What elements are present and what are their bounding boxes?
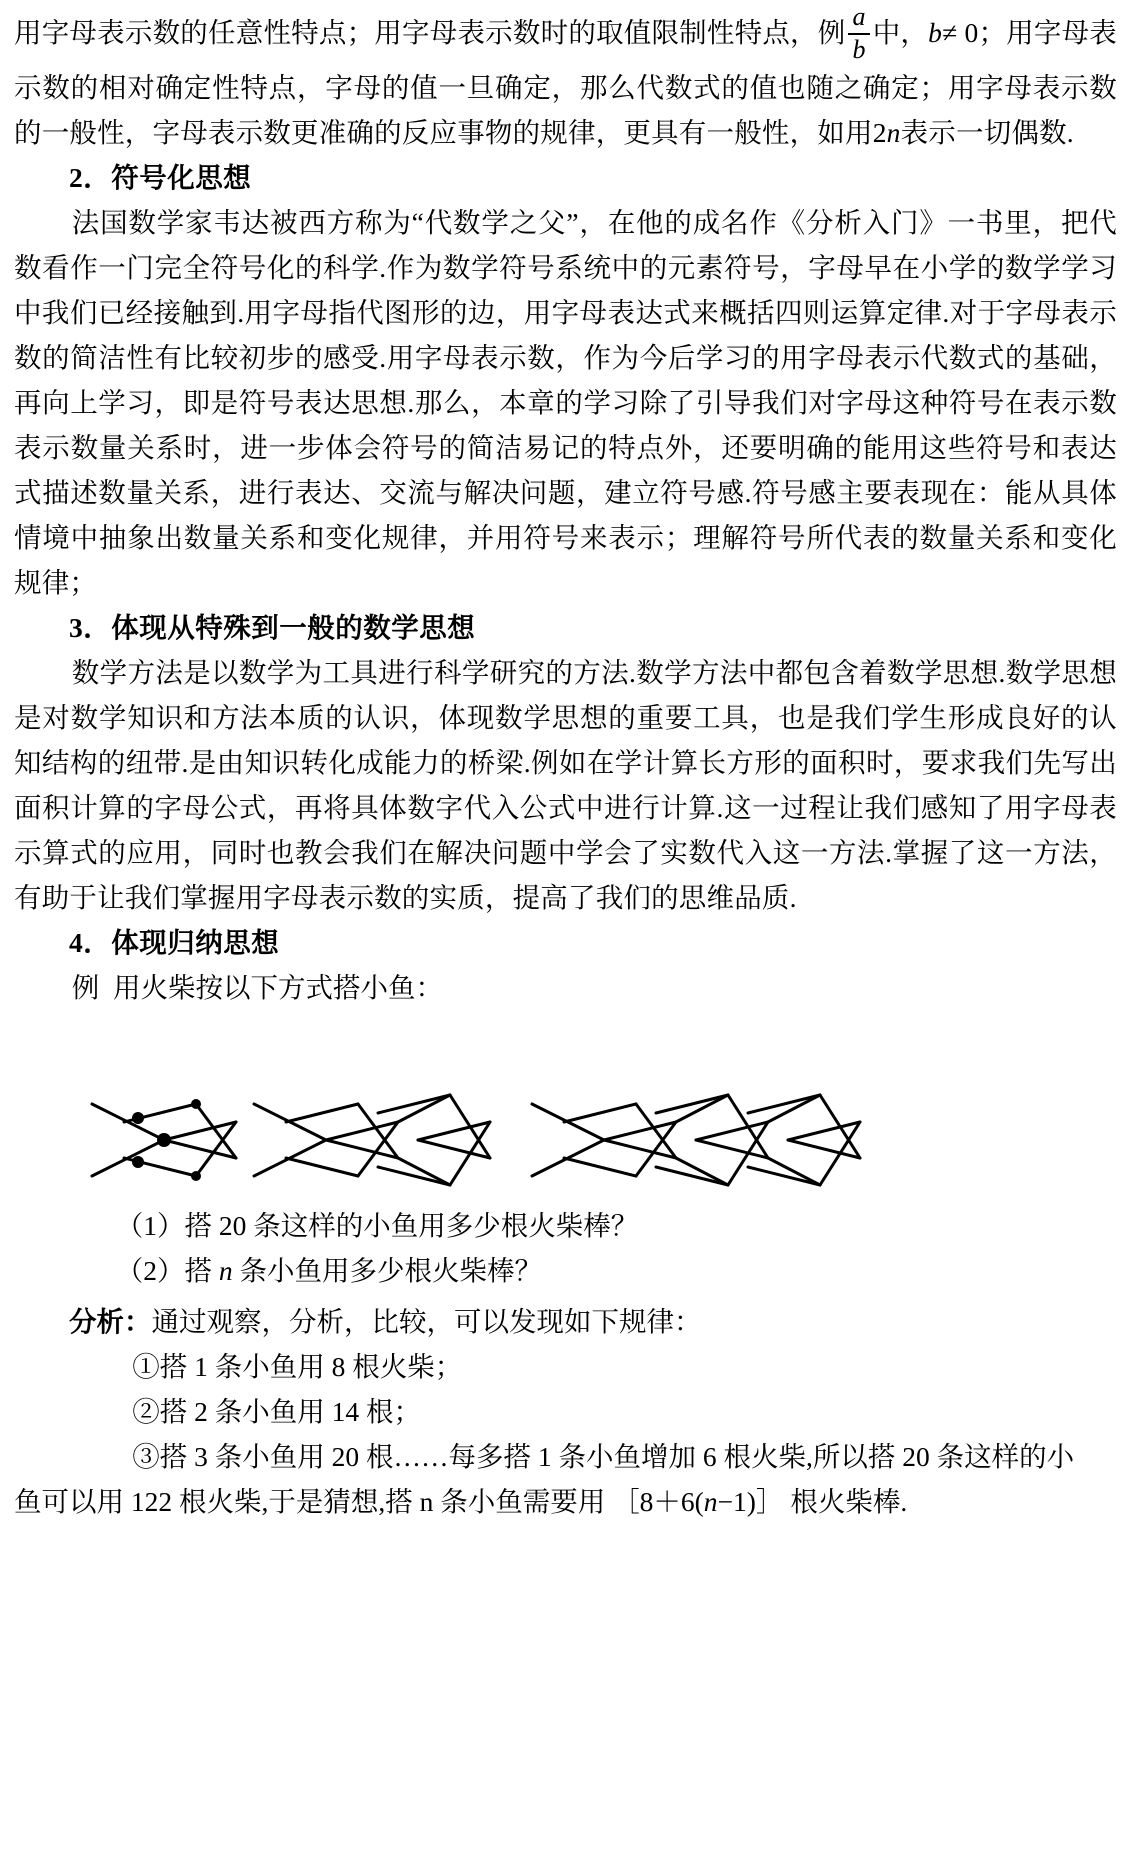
question-2-suffix: 条小鱼用多少根火柴棒？ bbox=[232, 1255, 542, 1287]
matchstick-fish-figure bbox=[14, 1022, 1117, 1197]
example-intro bbox=[14, 965, 1117, 1010]
fish-group-3 bbox=[532, 1095, 860, 1185]
fish-group-1 bbox=[92, 1099, 236, 1181]
section-2-heading: 2．符号化思想 bbox=[69, 162, 252, 194]
section-4-heading: 4．体现归纳思想 bbox=[69, 927, 280, 959]
analysis-text: 通过观察，分析，比较，可以发现如下规律： bbox=[151, 1306, 702, 1338]
question-1-number: （1） bbox=[115, 1210, 185, 1242]
paragraph-opening-text-4: 表示一切偶数. bbox=[900, 117, 1074, 149]
question-2-prefix: 搭 bbox=[184, 1255, 219, 1287]
paragraph-opening-text-1: 用字母表示数的任意性特点；用字母表示数时的取值限制性特点，例 bbox=[14, 16, 846, 48]
fraction-denominator: b bbox=[852, 34, 866, 64]
question-2-variable: n bbox=[218, 1255, 233, 1287]
example-text: 用火柴按以下方式搭小鱼： bbox=[113, 972, 443, 1004]
fraction-a-over-b bbox=[848, 4, 869, 63]
fraction-numerator: a bbox=[852, 2, 866, 31]
math-variable-b: b bbox=[928, 16, 943, 48]
paragraph-opening-text-3: ；用字母表示数的相对确定性特点，字母的值一旦确定，那么代数式的值也随之确定；用字母表示数的一般性，字母表示数更准确的反应事物的规律，更具有一般性，如用 bbox=[14, 16, 1118, 149]
analysis-tail-before: 鱼可以用 122 根火柴,于是猜想,搭 n 条小鱼需要用 bbox=[14, 1486, 606, 1518]
math-two-n: 2n bbox=[872, 117, 901, 149]
fish-group-2 bbox=[254, 1095, 490, 1185]
paragraph-opening-text-2: 中， bbox=[872, 16, 929, 48]
analysis-line bbox=[14, 1299, 1117, 1344]
analysis-item-3: ③搭 3 条小鱼用 20 根……每多搭 1 条小鱼增加 6 根火柴,所以搭 20 条这样的小 bbox=[132, 1441, 1075, 1473]
analysis-tail bbox=[14, 1479, 1117, 1524]
section-3-body: 数学方法是以数学为工具进行科学研究的方法.数学方法中都包含着数学思想.数学思想是对数学知识和方法本质的认识，体现数学思想的重要工具，也是我们学生形成良好的认知结构的纽带.是由知识转化成能力的桥梁.例如在学计算长方形的面积时，要求我们先写出面积计算的字母公式，再将具体数字代入公式中进行计算.这一过程让我们感知了用字母表示算式的应用，同时也教会我们在解决问题中学会了实数代入这一方法.掌握了这一方法，有助于让我们掌握用字母表示数的实质，提高了我们的思维品质. bbox=[14, 657, 1117, 914]
analysis-item-1: ①搭 1 条小鱼用 8 根火柴； bbox=[132, 1351, 463, 1383]
analysis-label: 分析： bbox=[69, 1306, 152, 1338]
question-1-text: 搭 20 条这样的小鱼用多少根火柴棒？ bbox=[184, 1210, 639, 1242]
paragraph-opening bbox=[14, 2, 1118, 155]
matchstick-fish-svg bbox=[14, 1022, 1014, 1197]
section-3-heading: 3．体现从特殊到一般的数学思想 bbox=[69, 612, 476, 644]
question-2-number: （2） bbox=[115, 1255, 185, 1287]
question-1 bbox=[14, 1203, 1117, 1248]
example-label: 例 bbox=[71, 972, 100, 1004]
question-2 bbox=[14, 1248, 1117, 1293]
math-not-equal-zero: ≠ 0 bbox=[942, 16, 979, 48]
formula-general-term: ［8＋6(n−1)］ bbox=[612, 1486, 784, 1518]
analysis-tail-after: 根火柴棒. bbox=[790, 1486, 908, 1518]
section-2-body: 法国数学家韦达被西方称为“代数学之父”，在他的成名作《分析入门》一书里，把代数看作一门完全符号化的科学.作为数学符号系统中的元素符号，字母早在小学的数学学习中我们已经接触到.用字母指代图形的边，用字母表达式来概括四则运算定律.对于字母表示数的简洁性有比较初步的感受.用字母表示数，作为今后学习的用字母表示代数式的基础，再向上学习，即是符号表达思想.那么，本章的学习除了引导我们对字母这种符号在表示数表示数量关系时，进一步体会符号的简洁易记的特点外，还要明确的能用这些符号和表达式描述数量关系，进行表达、交流与解决问题，建立符号感.符号感主要表现在：能从具体情境中抽象出数量关系和变化规律，并用符号来表示；理解符号所代表的数量关系和变化规律； bbox=[14, 207, 1117, 599]
analysis-item-2: ②搭 2 条小鱼用 14 根； bbox=[132, 1396, 421, 1428]
